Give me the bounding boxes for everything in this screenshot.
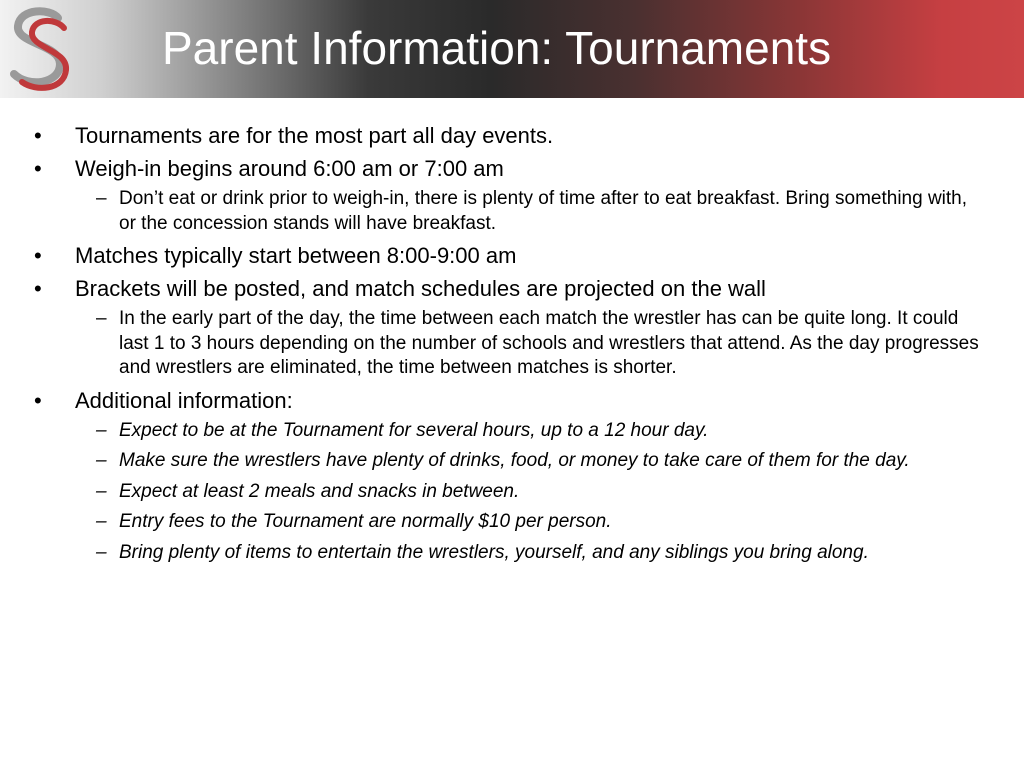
dash-marker: – [96,419,107,441]
sub-bullet-list [75,419,984,566]
bullet-item [34,275,984,381]
sub-bullet-item [75,419,984,444]
sub-bullet-text: In the early part of the day, the time between each match the wrestler has can be quite long. It could last 1 to 3 hours depending on the number of schools and wrestlers that attend. As the day progresses and wrestlers are eliminated, the time between matches is shorter. [119,308,979,378]
bullet-marker: • [34,387,42,413]
sub-bullet-text: Entry fees to the Tournament are normally $10 per person. [119,511,612,532]
bullet-text: Matches typically start between 8:00-9:00 am [75,243,517,268]
sub-bullet-item [75,480,984,505]
dash-marker: – [96,511,107,532]
bullet-text: Tournaments are for the most part all day events. [75,123,554,148]
sub-bullet-list [75,187,984,236]
dash-marker: – [96,188,107,209]
sub-bullet-item [75,541,984,566]
sub-bullet-text: Expect to be at the Tournament for several hours, up to a 12 hour day. [119,419,709,441]
bullet-text: Brackets will be posted, and match schedules are projected on the wall [75,276,766,301]
title-bar [0,0,1024,98]
bullet-list [34,122,984,565]
sub-bullet-list [75,307,984,381]
bullet-marker: • [34,276,42,301]
sub-bullet-item [75,510,984,535]
bullet-marker: • [34,156,42,181]
sub-bullet-item [75,307,984,381]
dash-marker: – [96,541,107,563]
sub-bullet-item [75,449,984,474]
bullet-marker: • [34,243,42,268]
bullet-marker: • [34,123,42,148]
dash-marker: – [96,450,107,471]
bullet-text: Weigh-in begins around 6:00 am or 7:00 am [75,156,504,181]
dash-marker: – [96,308,107,329]
slide-title: Parent Information: Tournaments [162,22,832,74]
sub-bullet-text: Expect at least 2 meals and snacks in between. [119,480,520,502]
bullet-item [34,122,984,149]
bullet-item [34,387,984,566]
bullet-item [34,155,984,236]
slide-body [34,122,984,565]
sub-bullet-text: Make sure the wrestlers have plenty of drinks, food, or money to take care of them for the day. [119,450,910,471]
bullet-text: Additional information: [75,387,293,413]
sub-bullet-item [75,187,984,236]
sub-bullet-text: Bring plenty of items to entertain the wrestlers, yourself, and any siblings you bring along. [119,541,869,563]
bullet-item [34,242,984,269]
ss-logo-icon [6,4,74,94]
dash-marker: – [96,480,107,502]
sub-bullet-text: Don’t eat or drink prior to weigh-in, there is plenty of time after to eat breakfast. Bring something with, or the concession stands will have breakfast. [119,188,968,234]
